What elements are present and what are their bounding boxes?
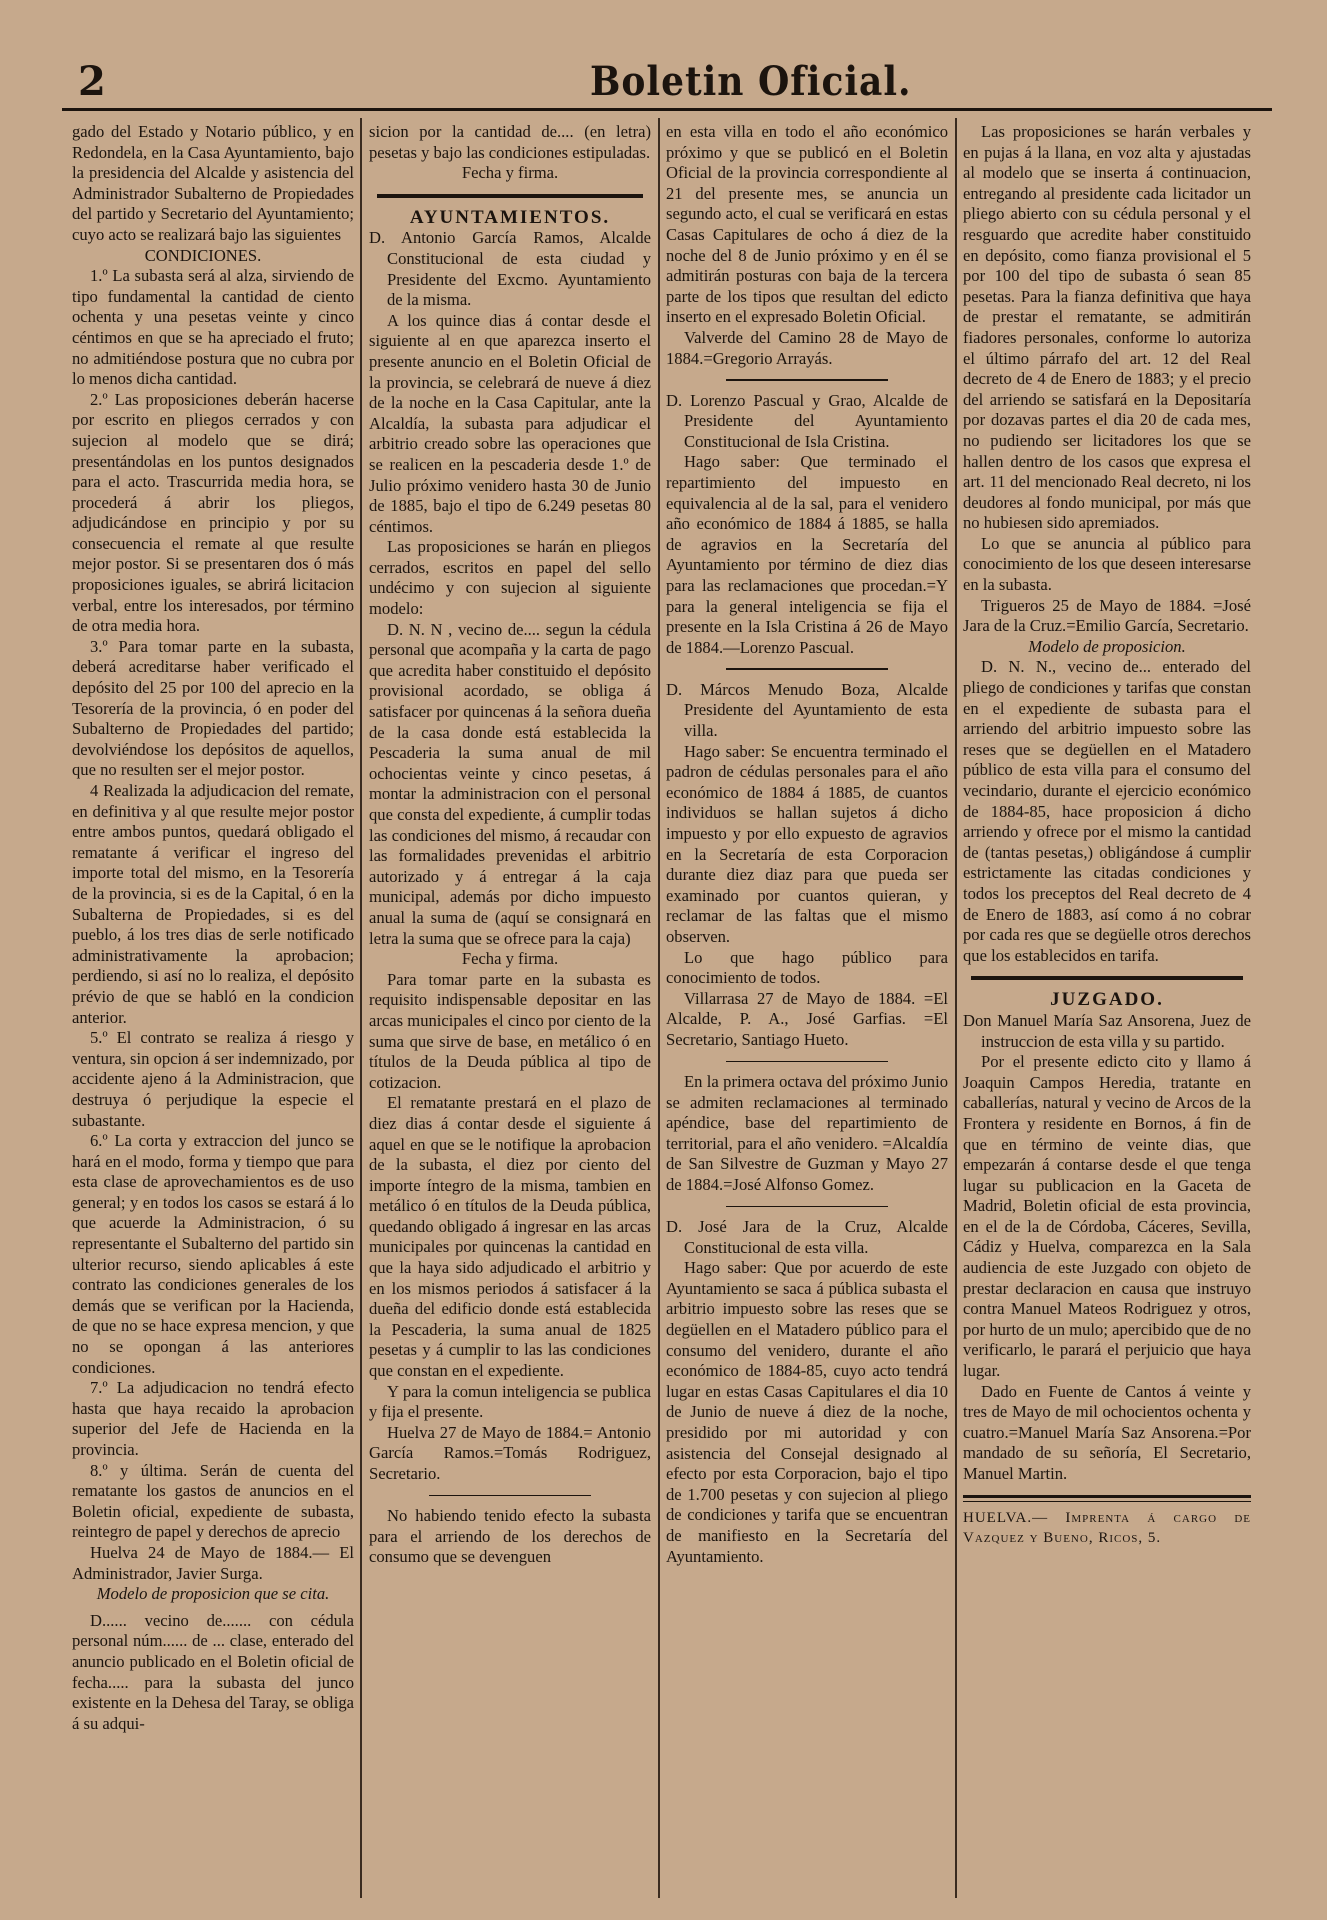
signature: Dado en Fuente de Cantos á veinte y tres de Mayo de mil ochocientos ochenta y cuatro.=Manuel María Saz Ansorena.=Por mandado de su señoría, El Secretario, Manuel Martin. <box>963 1381 1251 1483</box>
section-heading: AYUNTAMIENTOS. <box>409 206 611 228</box>
paragraph: El rematante prestará en el plazo de diez dias á contar desde el siguiente á aquel en que se le notifique la aprobacion de la subasta, el diez por ciento del importe íntegro de la misma, tambien en metálico ó en títulos de la Deuda pública, quedando obligado á ingresar en las arcas municipales por quincenas la cantidad en que la haya sido adjudicado el arbitrio y en los mismos periodos á satisfacer á la dueña del edificio donde está establecida la Pescaderia, la suma anual de 1825 pesetas y á cumplir to las las condiciones que constan en el expediente. <box>369 1093 651 1381</box>
paragraph: No habiendo tenido efecto la subasta para el arriendo de los derechos de consumo que se devenguen <box>369 1506 651 1567</box>
notice-title: D. Márcos Menudo Boza, Alcalde Presidente del Ayuntamiento de esta villa. <box>666 679 948 741</box>
paragraph: 7.º La adjudicacion no tendrá efecto hasta que haya recaido la aprobacion superior del Jefe de Hacienda en la provincia. <box>72 1378 354 1459</box>
paragraph: Para tomar parte en la subasta es requisito indispensable depositar en las arcas municipales el cinco por ciento de la suma que sirve de base, en metálico ó en títulos de la Deuda pública al tipo de cotizacion. <box>369 969 651 1092</box>
paragraph: Lo que hago público para conocimiento de todos. <box>666 947 948 988</box>
notice-title: D. Lorenzo Pascual y Grao, Alcalde de Presidente del Ayuntamiento Constitucional de Isla Cristina. <box>666 390 948 451</box>
notice-title: D. José Jara de la Cruz, Alcalde Constitucional de esta villa. <box>666 1217 948 1257</box>
column-3 <box>666 122 948 1902</box>
column-divider <box>658 118 660 1898</box>
signature: Villarrasa 27 de Mayo de 1884. =El Alcalde, P. A., José Garfias. =El Secretario, Santiago Hueto. <box>666 988 948 1049</box>
section-heading: CONDICIONES. <box>144 245 262 265</box>
paragraph: Las proposiciones se harán en pliegos cerrados, escritos en papel del sello undécimo y con sujecion al siguiente modelo: <box>369 537 651 619</box>
printer-imprint: HUELVA.— Imprenta á cargo de Vazquez y Bueno, Ricos, 5. <box>963 1509 1251 1547</box>
separator-rule <box>726 1206 888 1208</box>
separator-rule <box>726 1061 888 1063</box>
separator-rule <box>429 1495 591 1497</box>
signature-line: Fecha y firma. <box>461 949 559 969</box>
section-heading: JUZGADO. <box>1050 989 1164 1011</box>
separator-rule <box>726 379 888 381</box>
paragraph: D. N. N., vecino de... enterado del pliego de condiciones y tarifas que constan en el expediente de subasta para el arriendo del arbitrio impuesto sobre las reses que se degüellen en el Matadero público de esta villa para el consumo del vecindario, durante el ejercicio económico de 1884-85, hace proposicion á dicho arriendo y ofrece por el mismo la cantidad de (tantas pesetas,) obligándose á cumplir estrictamente las citadas condiciones y todos los preceptos del Real decreto de 4 de Enero de 1883, así como á no cobrar por cada res que se degüelle otros derechos que los establecidos en tarifa. <box>963 657 1251 965</box>
paragraph: 1.º La subasta será al alza, sirviendo de tipo fundamental la cantidad de ciento ochenta y una pesetas veinte y cinco céntimos en que se ha apreciado el fruto; no admitiéndose postura que no cubra por lo menos dicha cantidad. <box>72 266 354 389</box>
column-2 <box>369 122 651 1902</box>
signature: Huelva 24 de Mayo de 1884.— El Administrador, Javier Surga. <box>72 1542 354 1583</box>
model-heading: Modelo de proposicion. <box>1028 636 1186 656</box>
page-number: 2 <box>78 58 106 105</box>
paragraph: D...... vecino de....... con cédula personal núm...... de ... clase, enterado del anuncio publicado en el Boletin oficial de fecha..... para la subasta del junco existente en la Dehesa del Taray, se obliga á su adqui- <box>72 1610 354 1733</box>
notice-title: Don Manuel María Saz Ansorena, Juez de instruccion de esta villa y su partido. <box>963 1010 1251 1051</box>
paragraph: Hago saber: Que terminado el repartimiento del impuesto en equivalencia al de la sal, para el venidero año económico de 1884 á 1885, se halla de agravios en la Secretaría del Ayuntamiento por término de diez dias para las reclamaciones que procedan.=Y para la general inteligencia se fija el presente en la Isla Cristina á 26 de Mayo de 1884.—Lorenzo Pascual. <box>666 452 948 657</box>
signature: Huelva 27 de Mayo de 1884.= Antonio García Ramos.=Tomás Rodriguez, Secretario. <box>369 1422 651 1483</box>
paragraph: Hago saber: Se encuentra terminado el padron de cédulas personales para el año económico de 1884 á 1885, de cuantos individuos se hallan sujetos á dicho impuesto y por ello expuesto de agravios en la Secretaría de esta Corporacion durante diez diaz para que pueda ser examinado por cuantos quieran, y reclamar de las faltas que el mismo observen. <box>666 741 948 946</box>
separator-rule <box>971 976 1243 980</box>
paragraph: 2.º Las proposiciones deberán hacerse por escrito en pliegos cerrados y con sujecion al modelo que se dirá; presentándolas en los puntos designados para el acto. Trascurrida media hora, se procederá á abrir los pliegos, adjudicándose en principio y por su consecuencia el remate al que resulte mejor postor. Si se presentaren dos ó más proposiciones iguales, se abrirá licitacion verbal, entre los interesados, por término de otra media hora. <box>72 389 354 636</box>
separator-rule <box>377 194 643 198</box>
signature: Trigueros 25 de Mayo de 1884. =José Jara de la Cruz.=Emilio García, Secretario. <box>963 595 1251 636</box>
notice-title: D. Antonio García Ramos, Alcalde Constitucional de esta ciudad y Presidente del Excmo. Ayuntamiento de la misma. <box>369 228 651 310</box>
paragraph: 8.º y última. Serán de cuenta del rematante los gastos de anuncios en el Boletin oficial, expediente de subasta, reintegro de papel y derechos de aprecio <box>72 1460 354 1542</box>
footer-rule <box>963 1495 1251 1502</box>
paragraph: 3.º Para tomar parte en la subasta, deberá acreditarse haber verificado el depósito del 25 por 100 del aprecio en la Tesorería de la provincia, ó en poder del Subalterno de Propiedades del partido; devolviéndose los depósitos de aquellos, que no resulten ser el mejor postor. <box>72 636 354 780</box>
column-1 <box>72 122 354 1902</box>
paragraph: Lo que se anuncia al público para conocimiento de los que deseen interesarse en la subasta. <box>963 533 1251 595</box>
paragraph: en esta villa en todo el año económico próximo y que se publicó en el Boletin Oficial de la provincia correspondiente al 21 del presente mes, se anuncia un segundo acto, el cual se verificará en estas Casas Capitulares de ocho á diez de la noche del 8 de Junio próximo y en él se admitirán posturas con baja de la tercera parte de los tipos que resultan del edicto inserto en el expresado Boletin Oficial. <box>666 122 948 327</box>
separator-rule <box>726 668 888 670</box>
paragraph: En la primera octava del próximo Junio se admiten reclamaciones al terminado apéndice, base del repartimiento de territorial, para el año venidero. =Alcaldía de San Silvestre de Guzman y Mayo 27 de 1884.=José Alfonso Gomez. <box>666 1072 948 1194</box>
paragraph: 6.º La corta y extraccion del junco se hará en el modo, forma y tiempo que para esta clase de aprovechamientos es de uso general; y en todos los casos se estará á lo que acuerde la Administracion, ó su representante el Subalterno del partido sin ulterior recurso, siendo aplicables á este contrato las condiciones generales de los demás que se verifican por la Hacienda, de que no se hace expresa mencion, y que no se opongan á las anteriores condiciones. <box>72 1131 354 1377</box>
page-title: Boletin Oficial. <box>590 58 912 105</box>
paragraph: sicion por la cantidad de.... (en letra) pesetas y bajo las condiciones estipuladas. <box>369 122 651 162</box>
column-divider <box>360 118 362 1898</box>
paragraph: Hago saber: Que por acuerdo de este Ayuntamiento se saca á pública subasta el arbitrio impuesto sobre las reses que se degüellen en el Matadero público para el consumo del venidero, durante el año económico de 1884-85, cuyo acto tendrá lugar en estas Casas Capitulares el dia 10 de Junio de nueve á diez de la noche, presidido por mi autoridad y con asistencia del Consejal designado al efecto por esta Corporacion, bajo el tipo de 1.700 pesetas y con sujecion al pliego de condiciones y tarifa que se encuentran de manifiesto en la Secretaría del Ayuntamiento. <box>666 1258 948 1566</box>
paragraph: Y para la comun inteligencia se publica y fija el presente. <box>369 1381 651 1422</box>
paragraph: gado del Estado y Notario público, y en Redondela, en la Casa Ayuntamiento, bajo la presidencia del Alcalde y asistencia del Administrador Subalterno de Propiedades del partido y Secretario del Ayuntamiento; cuyo acto se realizará bajo las siguientes <box>72 122 354 244</box>
signature: Valverde del Camino 28 de Mayo de 1884.=Gregorio Arrayás. <box>666 327 948 368</box>
model-heading: Modelo de proposicion que se cita. <box>96 1584 330 1604</box>
paragraph: D. N. N , vecino de.... segun la cédula personal que acompaña y la carta de pago que acredita haber constituido el depósito provisional acordado, se obliga á satisfacer por quincenas á la señora dueña de la casa donde está establecida la Pescaderia la suma anual de mil ochocientas veinte y cinco pesetas, á montar la administracion con el personal que consta del expediente, á cumplir todas las condiciones del mismo, á recaudar con las formalidades prevenidas el arbitrio autorizado y á entregar á la caja municipal, además por dicho impuesto anual la suma de (aquí se consignará en letra la suma que se ofrece para la caja) <box>369 619 651 948</box>
paragraph: A los quince dias á contar desde el siguiente al en que aparezca inserto el presente anuncio en el Boletin Oficial de la provincia, se celebrará de nueve á diez de la noche en la Casa Capitular, ante la Alcaldía, la subasta para adjudicar el arbitrio creado sobre las operaciones que se realicen en la pescaderia desde 1.º de Julio próximo venidero hasta 30 de Junio de 1885, bajo el tipo de 6.249 pesetas 80 céntimos. <box>369 310 651 536</box>
paragraph: Las proposiciones se harán verbales y en pujas á la llana, en voz alta y ajustadas al modelo que se inserta á continuacion, entregando al presidente cada licitador un pliego abierto con su cédula personal y el resguardo que acredite haber constituido en depósito, como fianza provisional el 5 por 100 del tipo de subasta ó sean 85 pesetas. Para la fianza definitiva que haya de prestar el rematante, se admitirán fiadores personales, conforme lo autoriza el último párrafo del art. 12 del Real decreto de 4 de Enero de 1883; y el precio del arriendo se satisfará en la Depositaría por dozavas partes el dia 20 de cada mes, no pudiendo ser licitadores los que se hallen dentro de los casos que expresa el art. 11 del mencionado Real decreto, ni los deudores al fondo municipal, por más que no hubiesen sido apremiados. <box>963 122 1251 533</box>
column-4 <box>963 122 1251 1902</box>
header-rule <box>62 108 1272 111</box>
paragraph: 5.º El contrato se realiza á riesgo y ventura, sin opcion á ser indemnizado, por accidente ajeno á la Administracion, que destruya ó perjudique la especie el subastante. <box>72 1028 354 1130</box>
signature-line: Fecha y firma. <box>461 163 559 183</box>
column-divider <box>955 118 957 1898</box>
paragraph: 4 Realizada la adjudicacion del remate, en definitiva y al que resulte mejor postor entre ambos puntos, quedará obligado el rematante á verificar el ingreso del importe total del mismo, en la Tesorería de la provincia, si es de la Capital, ó en la Subalterna de Propiedades, si es del pueblo, á los tres dias de serle notificado administrativamente la aprobacion; perdiendo, si así no lo realiza, el depósito prévio de que se habló en la condicion anterior. <box>72 781 354 1027</box>
paragraph: Por el presente edicto cito y llamo á Joaquin Campos Heredia, tratante en caballerías, natural y vecino de Arcos de la Frontera y residente en Bornos, á fin de que en término de veinte dias, que empezarán á contarse desde el que tenga lugar su publicacion en la Gaceta de Madrid, Boletin oficial de esta provincia, en el de la de Córdoba, Cáceres, Sevilla, Cádiz y Huelva, comparezca en la Sala audiencia de este Juzgado con objeto de prestar declaracion en causa que instruyo contra Manuel Mateos Rodriguez y otros, por hurto de un mulo; apercibido que de no verificarlo, le parará el perjuicio que haya lugar. <box>963 1052 1251 1381</box>
